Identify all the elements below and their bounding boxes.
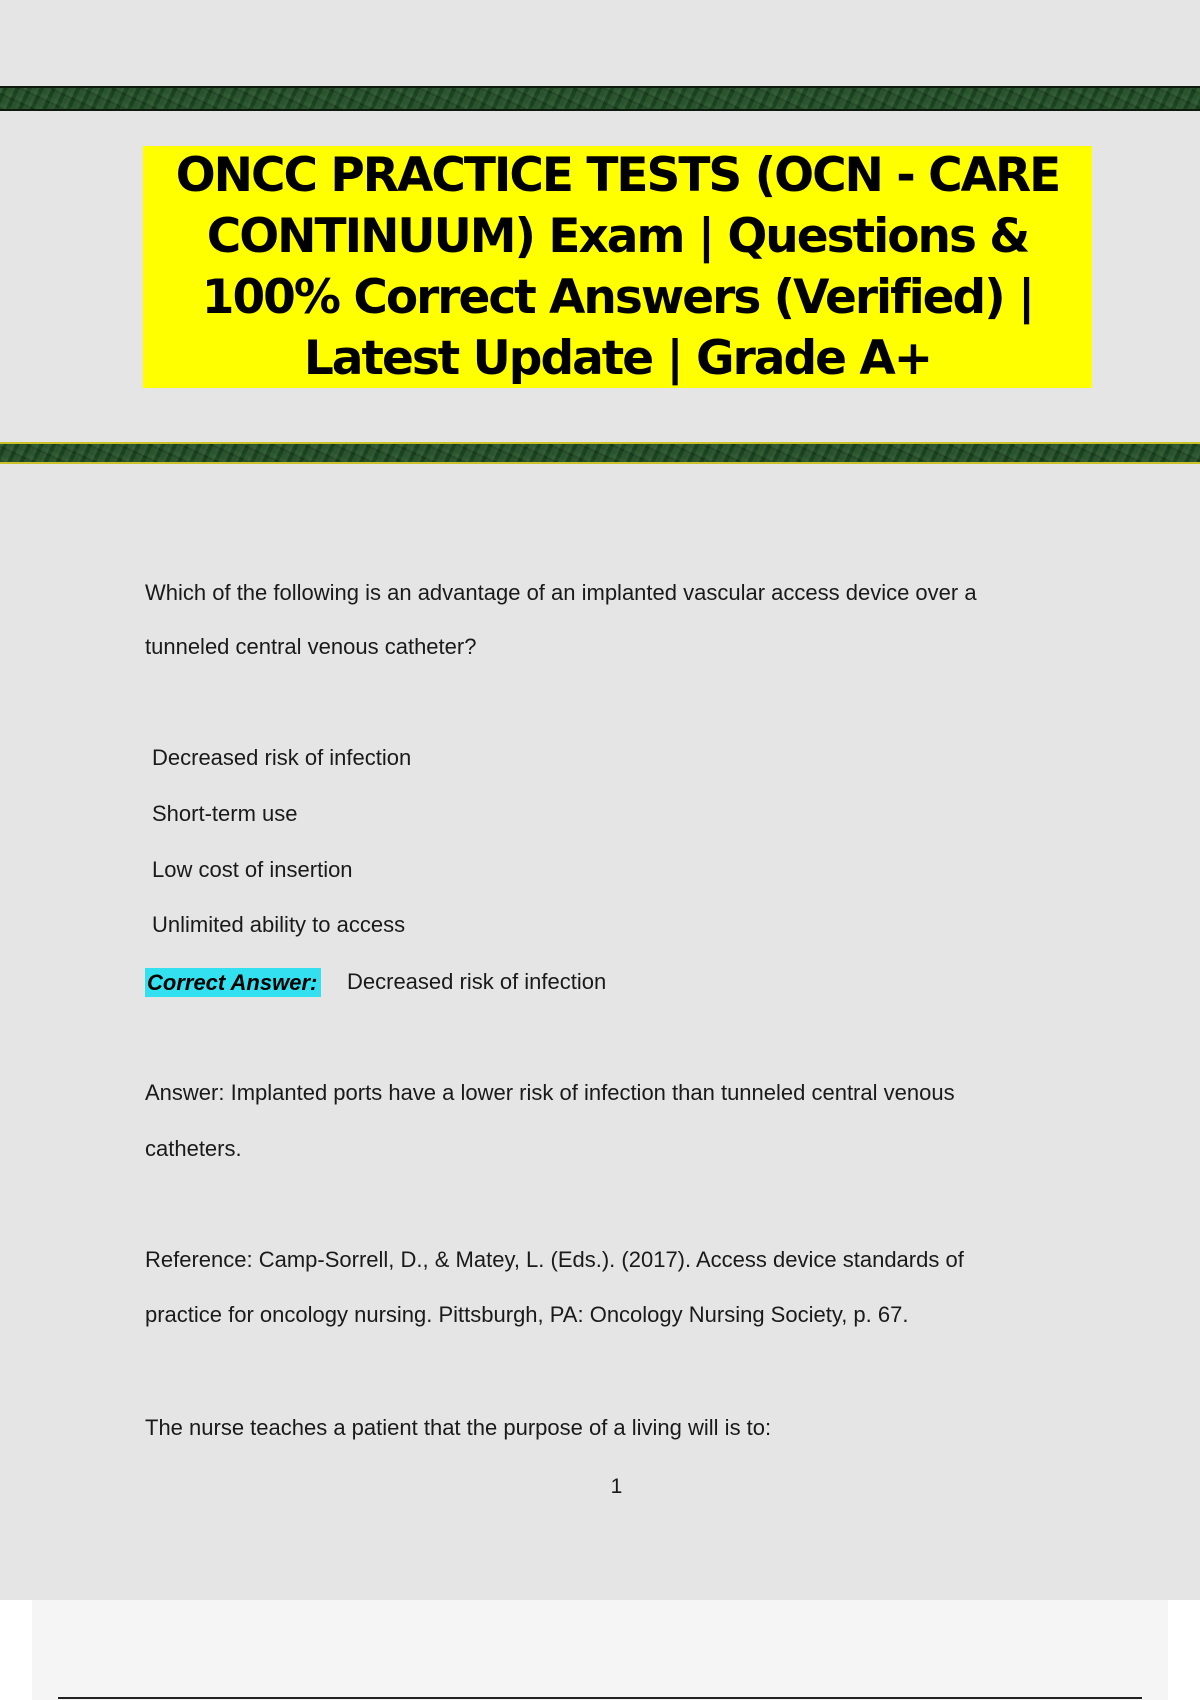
correct-answer-value: Decreased risk of infection [347, 969, 607, 994]
question-text-line: Which of the following is an advantage of an implanted vascular access device over a [145, 580, 977, 605]
answer-option: Short-term use [152, 801, 298, 826]
answer-explanation-line: Answer: Implanted ports have a lower risk of infection than tunneled central venous [145, 1080, 955, 1105]
document-title: ONCC PRACTICE TESTS (OCN - CARE CONTINUUM) Exam | Questions & 100% Correct Answers (Verified) | Latest Update | Grade A+ [175, 148, 1060, 386]
page-number: 1 [610, 1475, 623, 1498]
answer-option: Decreased risk of infection [152, 745, 412, 770]
next-page-preview [32, 1600, 1168, 1700]
decorative-top-border [0, 86, 1200, 111]
title-highlight [143, 146, 1092, 388]
decorative-bottom-border [0, 442, 1200, 464]
question-text-line: tunneled central venous catheter? [145, 634, 477, 659]
answer-explanation-line: catheters. [145, 1136, 242, 1161]
reference-line: Reference: Camp-Sorrell, D., & Matey, L. (Eds.). (2017). Access device standards of [145, 1247, 964, 1272]
question-text-line: The nurse teaches a patient that the purpose of a living will is to: [145, 1415, 772, 1440]
answer-option: Unlimited ability to access [152, 912, 406, 937]
answer-option: Low cost of insertion [152, 857, 353, 882]
correct-answer-label: Correct Answer: [145, 968, 321, 997]
next-page-divider [58, 1697, 1142, 1699]
reference-line: practice for oncology nursing. Pittsburgh, PA: Oncology Nursing Society, p. 67. [145, 1302, 909, 1327]
